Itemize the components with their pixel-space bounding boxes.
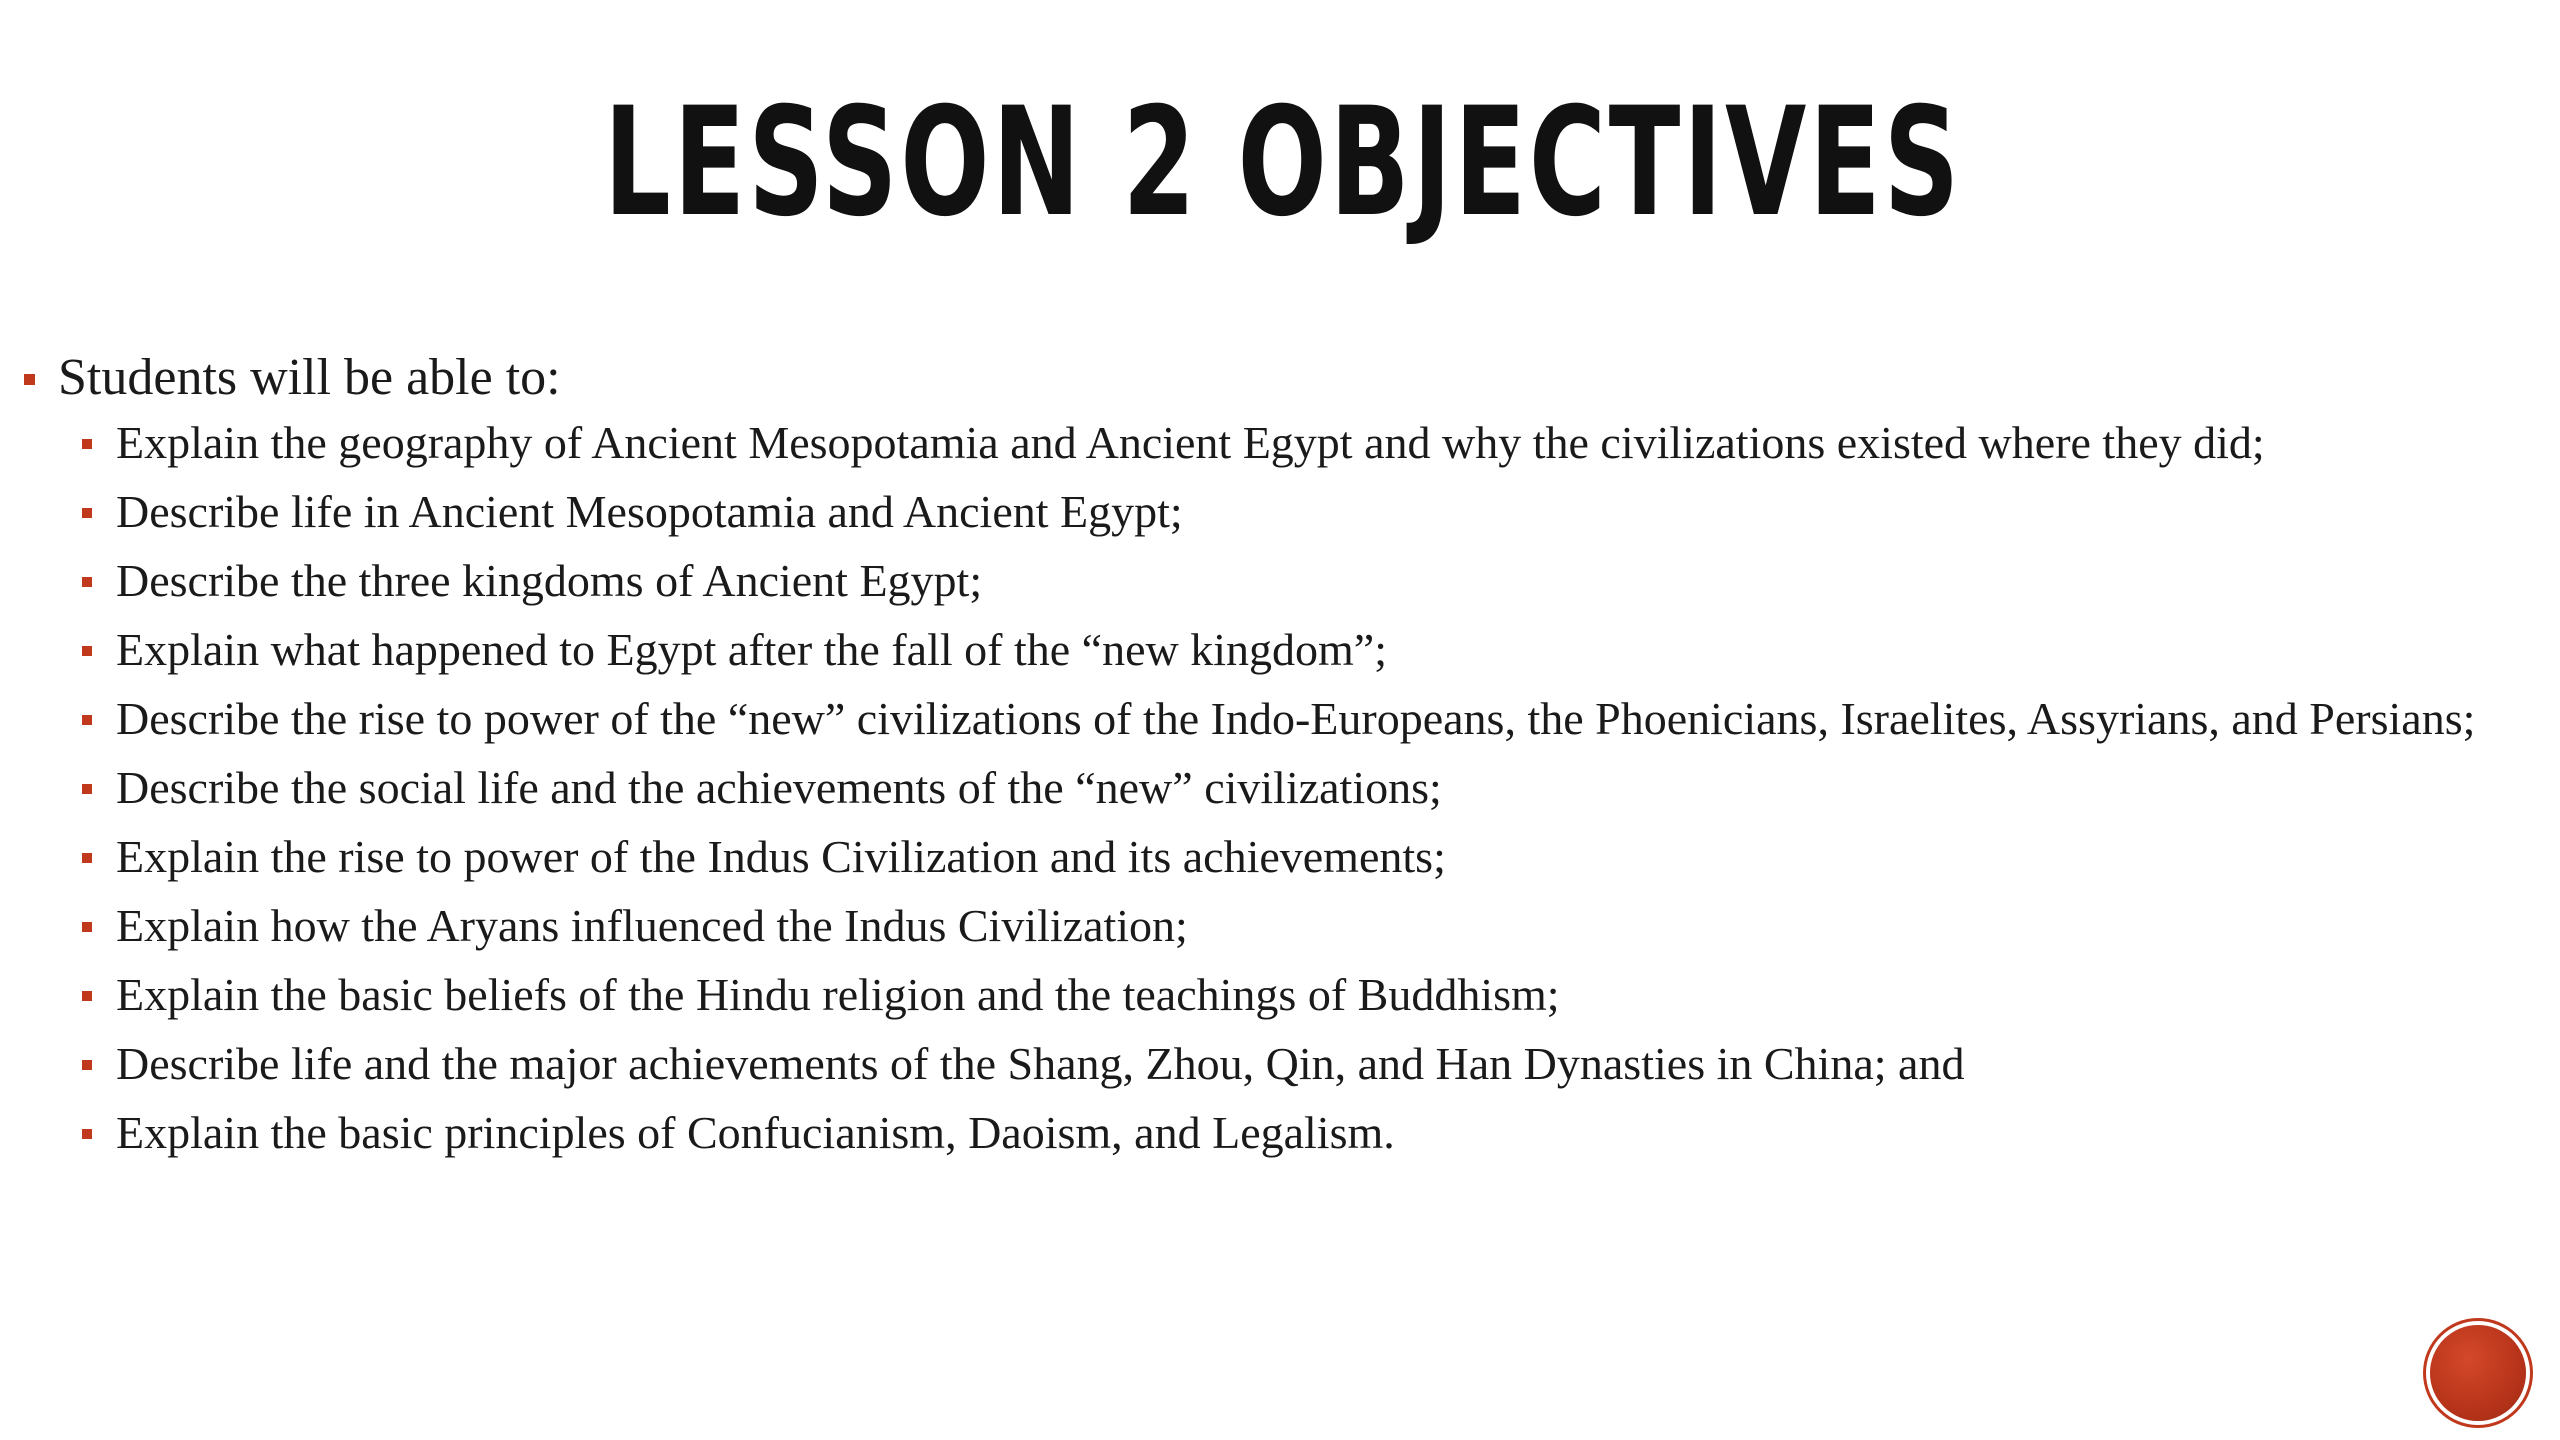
square-bullet-icon <box>82 853 92 863</box>
square-bullet-icon <box>24 374 35 385</box>
square-bullet-icon <box>82 715 92 725</box>
objective-text: Describe life in Ancient Mesopotamia and Ancient Egypt; <box>116 486 1183 537</box>
objective-item <box>18 486 2518 538</box>
objective-text: Explain how the Aryans influenced the Indus Civilization; <box>116 900 1188 951</box>
objective-item <box>18 969 2518 1021</box>
objective-text: Describe the social life and the achievements of the “new” civilizations; <box>116 762 1442 813</box>
square-bullet-icon <box>82 439 92 449</box>
objective-text: Explain the basic principles of Confucianism, Daoism, and Legalism. <box>116 1107 1395 1158</box>
intro-item <box>18 343 2518 413</box>
objective-text: Explain what happened to Egypt after the fall of the “new kingdom”; <box>116 624 1387 675</box>
objective-item <box>18 693 2518 745</box>
slide-content <box>18 343 2518 1176</box>
objective-item <box>18 555 2518 607</box>
objective-text: Describe life and the major achievements of the Shang, Zhou, Qin, and Han Dynasties in China; and <box>116 1038 1965 1089</box>
slide-title: LESSON 2 OBJECTIVES <box>603 76 1963 250</box>
intro-text: Students will be able to: <box>58 349 561 406</box>
square-bullet-icon <box>82 991 92 1001</box>
square-bullet-icon <box>82 1060 92 1070</box>
objective-text: Explain the geography of Ancient Mesopotamia and Ancient Egypt and why the civilizations existed where they did; <box>116 417 2265 468</box>
objective-item <box>18 762 2518 814</box>
square-bullet-icon <box>82 1129 92 1139</box>
square-bullet-icon <box>82 922 92 932</box>
objective-text: Describe the three kingdoms of Ancient Egypt; <box>116 555 983 606</box>
objectives-list <box>18 417 2518 1159</box>
square-bullet-icon <box>82 784 92 794</box>
objective-text: Describe the rise to power of the “new” civilizations of the Indo-Europeans, the Phoenicians, Israelites, Assyrians, and Persians; <box>116 693 2476 744</box>
objective-item <box>18 417 2518 469</box>
objective-item <box>18 1107 2518 1159</box>
square-bullet-icon <box>82 577 92 587</box>
objective-item <box>18 900 2518 952</box>
square-bullet-icon <box>82 508 92 518</box>
objective-item <box>18 831 2518 883</box>
objective-text: Explain the rise to power of the Indus Civilization and its achievements; <box>116 831 1446 882</box>
objective-item <box>18 1038 2518 1090</box>
objective-item <box>18 624 2518 676</box>
slide-nav-circle-icon[interactable] <box>2430 1325 2526 1421</box>
square-bullet-icon <box>82 646 92 656</box>
objective-text: Explain the basic beliefs of the Hindu religion and the teachings of Buddhism; <box>116 969 1560 1020</box>
